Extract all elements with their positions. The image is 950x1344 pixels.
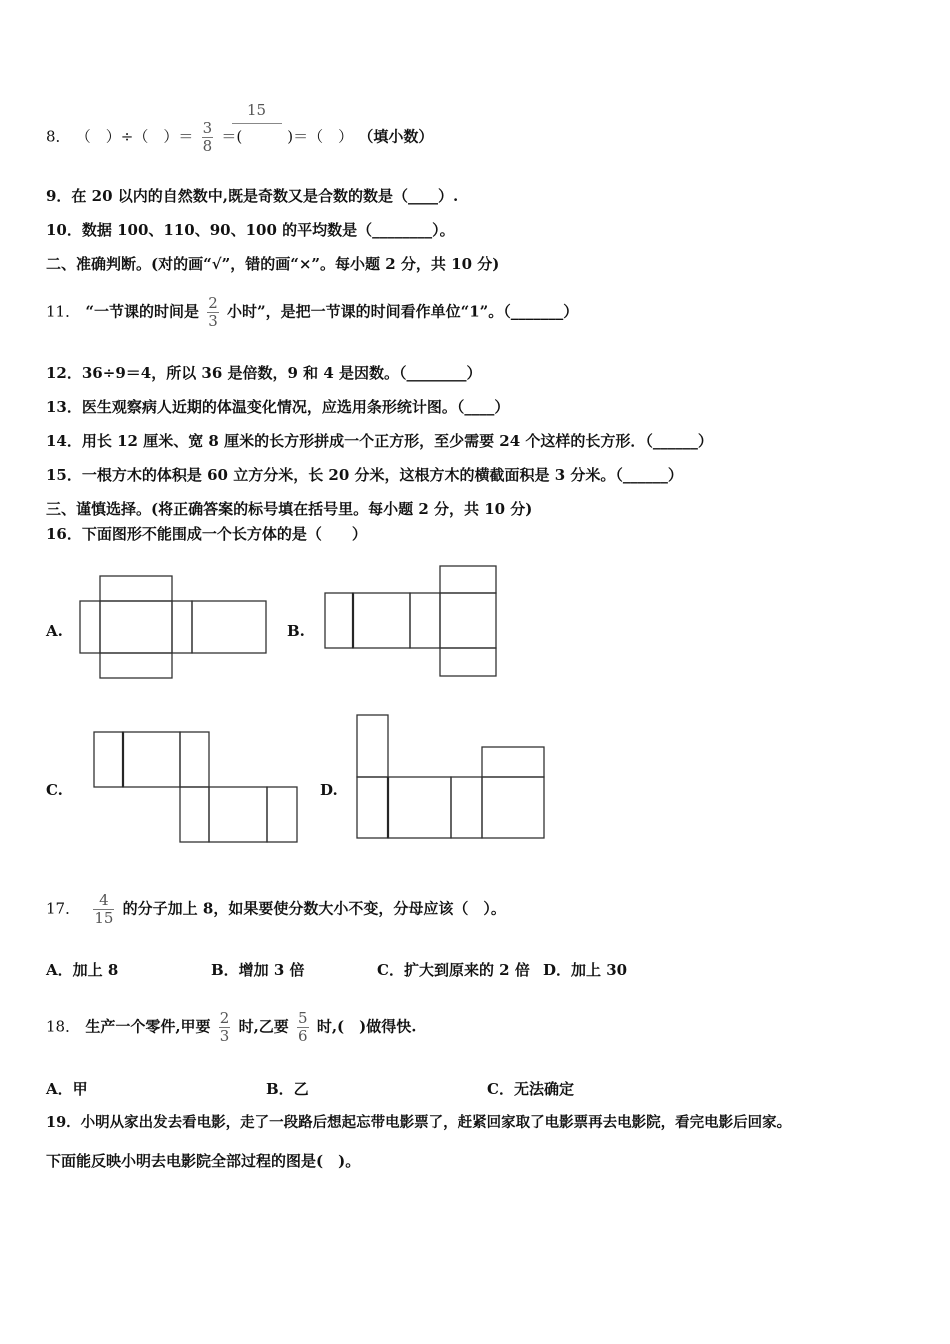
q8-part1: （ ）÷（ ）＝ (75, 127, 194, 146)
q8-part2: ＝( )＝（ ） (221, 127, 354, 146)
question-11 (46, 295, 578, 330)
q16-option-d-label[interactable]: D. (320, 781, 338, 799)
q17-option-d[interactable]: D．加上 30 (543, 961, 628, 979)
net-c-figure[interactable] (92, 730, 302, 846)
q8-number: 8． (46, 127, 71, 146)
q17-option-a[interactable]: A．加上 8 (46, 961, 119, 979)
question-15: 15．一根方木的体积是 60 立方分米，长 20 分米，这根方木的横截面积是 3 分米。（______） (46, 466, 683, 484)
q11-number: 11． (46, 302, 81, 321)
q18-option-b[interactable]: B．乙 (266, 1080, 309, 1098)
question-19-line-2: 下面能反映小明去电影院全部过程的图是( )。 (46, 1152, 361, 1170)
q8-tail: （填小数） (358, 127, 434, 146)
net-b-figure[interactable] (323, 564, 501, 680)
q18-option-a[interactable]: A．甲 (46, 1080, 88, 1098)
q18-mid: 时,乙要 (238, 1017, 289, 1036)
q18-fraction-2: $\frac{5}{6}$ (298, 1009, 308, 1045)
q16-option-a-label[interactable]: A. (46, 622, 63, 640)
q17-number: 17． (46, 899, 81, 918)
q17-post: 的分子加上 8，如果要使分数大小不变，分母应该（ ）。 (122, 899, 506, 918)
q18-option-c[interactable]: C．无法确定 (487, 1080, 574, 1098)
net-d-figure[interactable] (355, 713, 549, 841)
q11-pre: “一节课的时间是 (85, 302, 199, 321)
question-17 (46, 892, 506, 927)
q18-fraction-1: $\frac{2}{3}$ (219, 1009, 230, 1045)
q18-number: 18． (46, 1017, 81, 1036)
question-13: 13．医生观察病人近期的体温变化情况，应选用条形统计图。（____） (46, 398, 510, 416)
question-9: 9．在 20 以内的自然数中,既是奇数又是合数的数是（____）. (46, 187, 459, 205)
q18-post: 时,( )做得快. (316, 1017, 417, 1036)
section-2-heading: 二、准确判断。(对的画“√”，错的画“×”。每小题 2 分，共 10 分) (46, 255, 500, 273)
q11-fraction: $\frac{2}{3}$ (208, 294, 218, 330)
q11-post: 小时”，是把一节课的时间看作单位“1”。（_______） (226, 302, 579, 321)
question-14: 14．用长 12 厘米、宽 8 厘米的长方形拼成一个正方形，至少需要 24 个这样的长方形．（______） (46, 432, 713, 450)
q17-option-b[interactable]: B．增加 3 倍 (211, 961, 305, 979)
question-8 (46, 120, 433, 155)
net-a-figure[interactable] (78, 575, 270, 680)
q16-option-c-label[interactable]: C. (46, 781, 63, 799)
q8-top-numerator: 15 (247, 101, 267, 119)
question-12: 12．36÷9＝4，所以 36 是倍数，9 和 4 是因数。（________） (46, 364, 482, 382)
question-19-line-1: 19．小明从家出发去看电影，走了一段路后想起忘带电影票了，赶紧回家取了电影票再去电影院，看完电影后回家。 (46, 1114, 792, 1131)
q17-option-c[interactable]: C．扩大到原来的 2 倍 (377, 961, 530, 979)
q16-option-b-label[interactable]: B. (287, 622, 305, 640)
q17-fraction: $\frac{4}{15}$ (94, 891, 114, 927)
q8-fraction: $\frac{3}{8}$ (202, 119, 213, 155)
q18-pre: 生产一个零件,甲要 (85, 1017, 211, 1036)
question-10: 10．数据 100、110、90、100 的平均数是（________）。 (46, 221, 455, 239)
question-18 (46, 1010, 416, 1045)
question-16: 16．下面图形不能围成一个长方体的是（ ） (46, 525, 367, 543)
section-3-heading: 三、谨慎选择。(将正确答案的标号填在括号里。每小题 2 分，共 10 分) (46, 500, 533, 518)
